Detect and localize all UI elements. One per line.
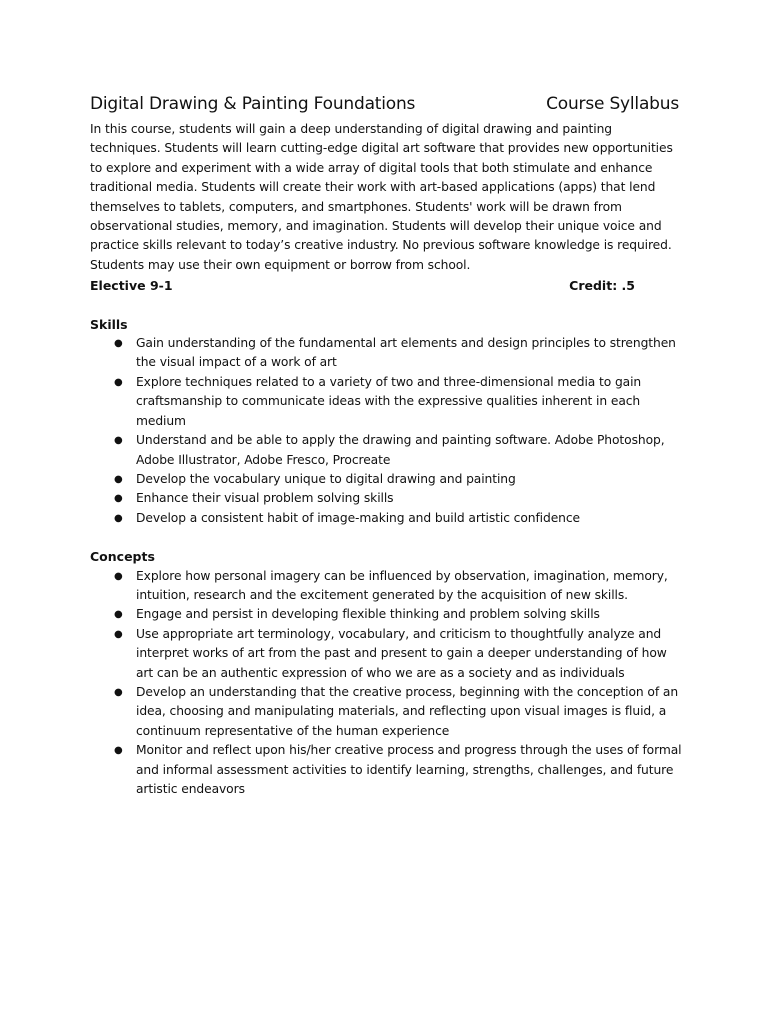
course-meta [90, 276, 635, 295]
list-item [90, 741, 682, 799]
list-item [90, 373, 682, 431]
title-row [90, 94, 682, 114]
list-item [90, 431, 682, 470]
elective-label: Elective 9-1 [90, 278, 173, 294]
syllabus-page [90, 94, 682, 799]
bullet-icon: ● [114, 512, 123, 524]
list-item-text: Gain understanding of the fundamental art elements and design principles to strengthen the visual impact of a work of art [136, 336, 676, 370]
list-item [90, 489, 682, 508]
list-item-text: Explore techniques related to a variety of two and three-dimensional media to gain craftsmanship to communicate ideas with the expressive qualities inherent in each medium [136, 374, 642, 428]
bullet-icon: ● [114, 473, 123, 485]
bullet-icon: ● [114, 338, 123, 350]
list-item [90, 470, 682, 489]
list-item [90, 625, 682, 683]
document-type: Course Syllabus [546, 94, 679, 114]
skills-heading: Skills [90, 316, 128, 332]
list-item-text: Use appropriate art terminology, vocabulary, and criticism to thoughtfully analyze and interpret works of art from the past and present to gain a deeper understanding of how art can be an authentic expression of who we are as a society and as individuals [136, 626, 667, 680]
list-item-text: Develop the vocabulary unique to digital drawing and painting [136, 471, 516, 486]
bullet-icon: ● [114, 493, 123, 505]
bullet-icon: ● [114, 745, 123, 757]
course-title: Digital Drawing & Painting Foundations [90, 94, 416, 114]
bullet-icon: ● [114, 609, 123, 621]
list-item-text: Monitor and reflect upon his/her creative process and progress through the uses of formal and informal assessment activities to identify learning, strengths, challenges, and future artistic endeavors [136, 743, 682, 796]
course-description: In this course, students will gain a deep understanding of digital drawing and painting techniques. Students will learn cutting-edge digital art software that provides new opportunities to explore and experiment with a wide array of digital tools that both stimulate and enhance traditional media. Students will create their work with art-based applications (apps) that lend themselves to tablets, computers, and smartphones. Students' work will be drawn from observational studies, memory, and imagination. Students will develop their unique voice and practice skills relevant to today’s creative industry. No previous software knowledge is required. Students may use their own equipment or borrow from school. [90, 122, 673, 272]
bullet-icon: ● [114, 686, 123, 698]
list-item [90, 567, 682, 606]
list-item [90, 605, 682, 624]
list-item [90, 509, 682, 528]
list-item [90, 683, 682, 741]
bullet-icon: ● [114, 435, 123, 447]
list-item-text: Understand and be able to apply the drawing and painting software. Adobe Photoshop, Adobe Illustrator, Adobe Fresco, Procreate [136, 433, 665, 467]
bullet-icon: ● [114, 570, 123, 582]
bullet-icon: ● [114, 628, 123, 640]
list-item [90, 334, 682, 373]
list-item-text: Explore how personal imagery can be influenced by observation, imagination, memory, intuition, research and the excitement generated by the acquisition of new skills. [136, 568, 668, 602]
bullet-icon: ● [114, 376, 123, 388]
credit-label: Credit: .5 [569, 278, 635, 294]
list-item-text: Develop a consistent habit of image-making and build artistic confidence [136, 510, 580, 525]
concepts-heading: Concepts [90, 549, 155, 565]
list-item-text: Develop an understanding that the creative process, beginning with the conception of an idea, choosing and manipulating materials, and reflecting upon visual images is fluid, a continuum representative of the human experience [136, 684, 679, 738]
skills-list [90, 334, 682, 528]
concepts-list [90, 567, 682, 800]
list-item-text: Engage and persist in developing flexible thinking and problem solving skills [136, 607, 600, 622]
list-item-text: Enhance their visual problem solving skills [136, 491, 394, 506]
